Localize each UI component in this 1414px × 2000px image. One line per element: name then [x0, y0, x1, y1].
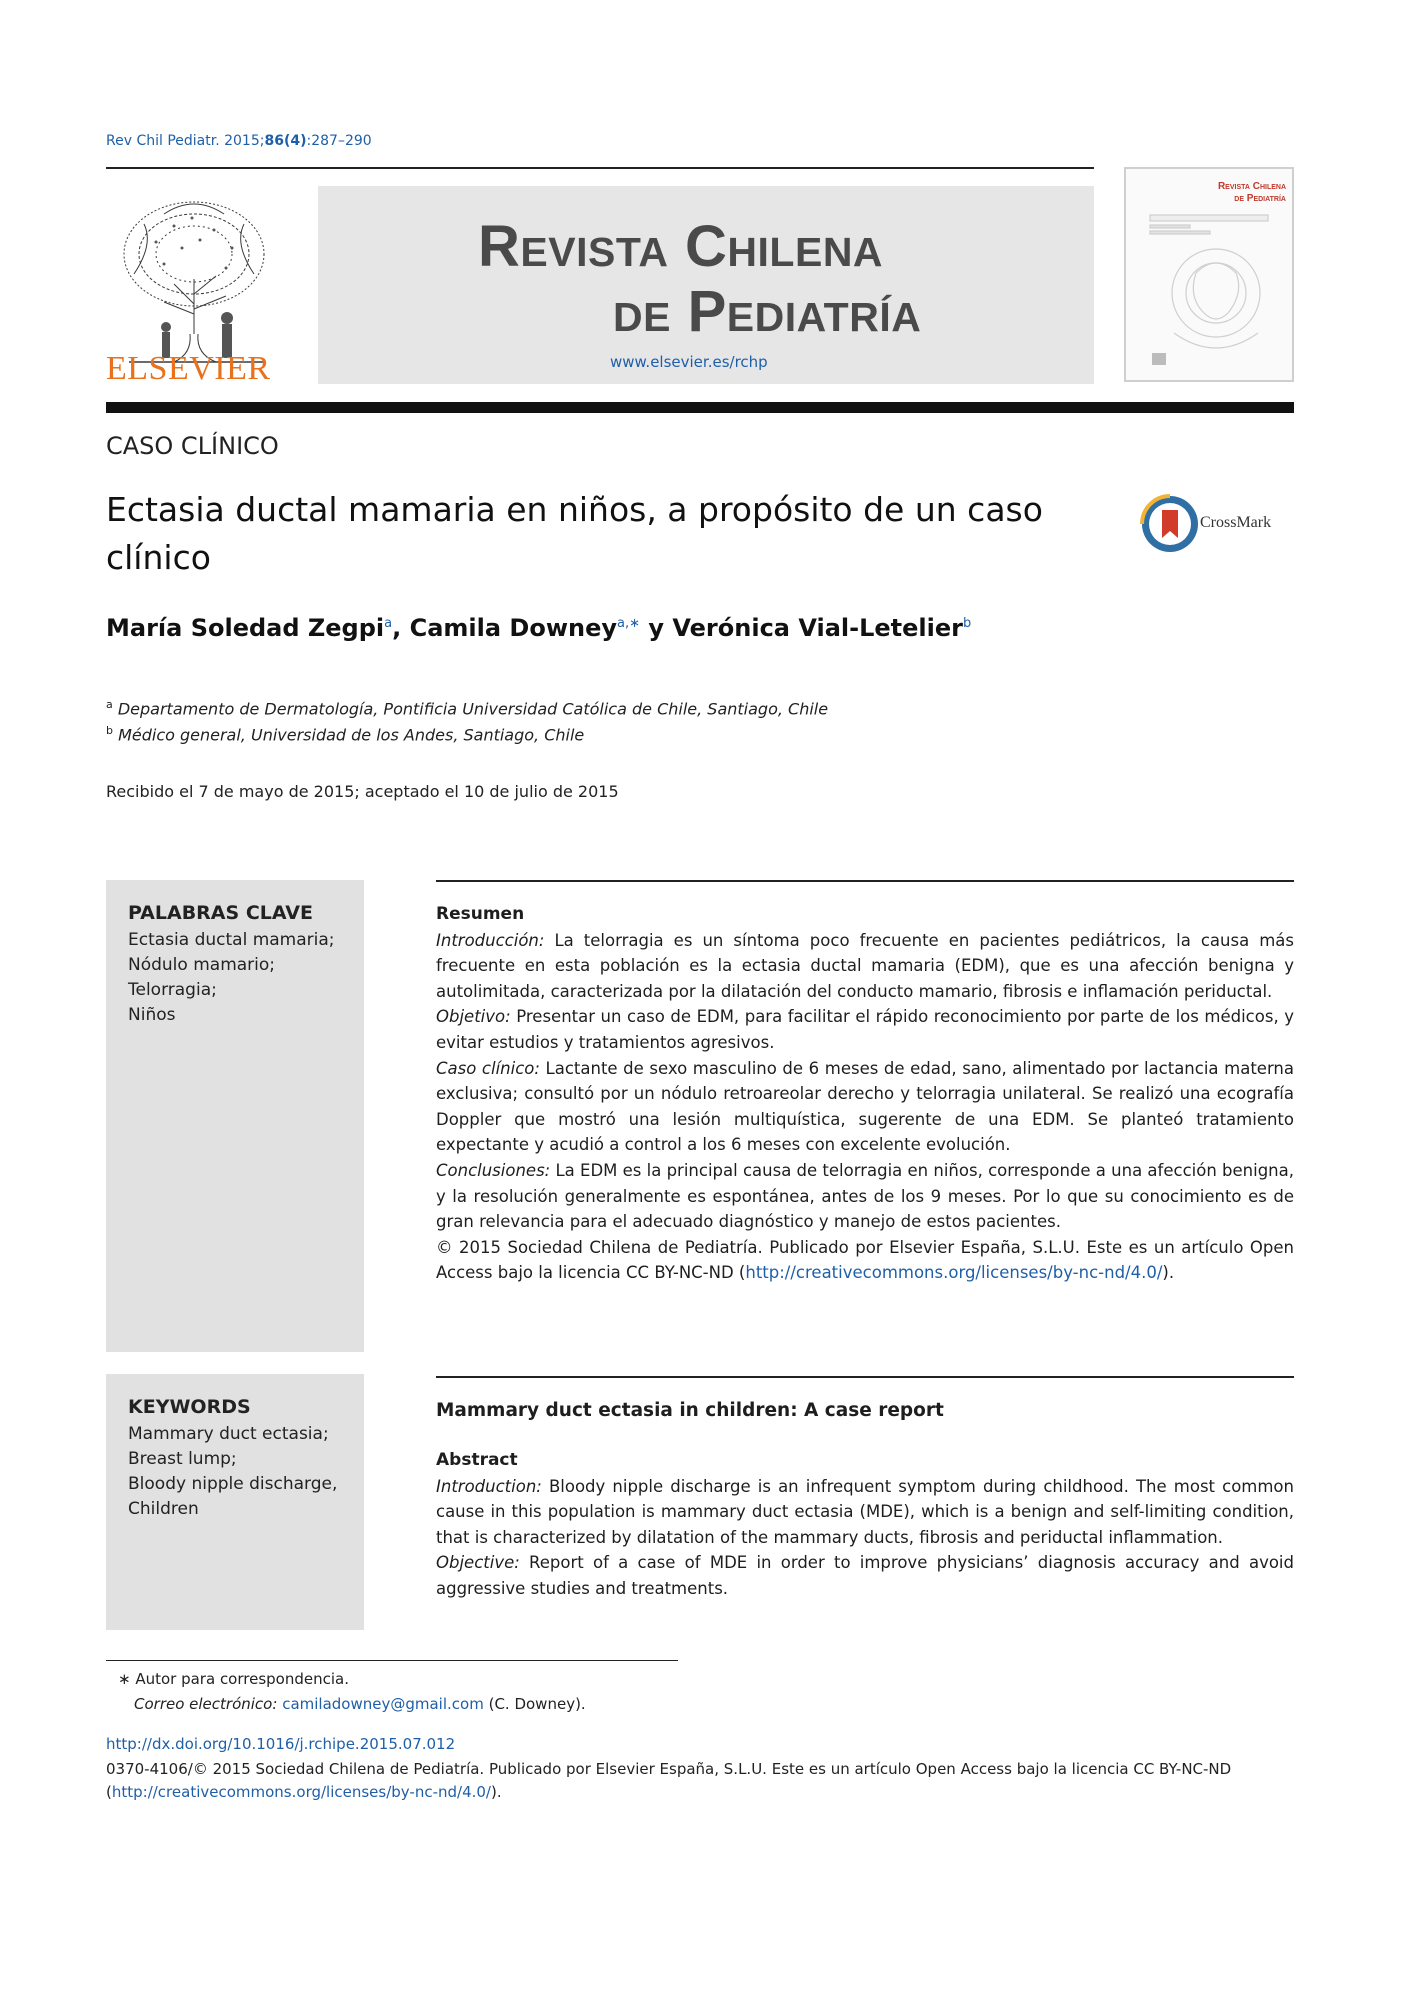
article-section-label: CASO CLÍNICO — [106, 432, 279, 460]
doi-link[interactable]: http://dx.doi.org/10.1016/j.rchipe.2015.07.012 — [106, 1735, 456, 1753]
crossmark-label[interactable]: CrossMark — [1200, 514, 1272, 531]
author-separator: , — [392, 614, 410, 642]
cover-illustration-icon — [1144, 213, 1274, 373]
resumen-section — [436, 902, 1294, 1286]
author-affil-mark[interactable]: b — [963, 616, 972, 631]
author-separator: y — [640, 614, 673, 642]
cover-title-line2: de Pediatría — [1234, 193, 1286, 204]
paragraph-label: Introducción: — [436, 930, 545, 950]
citation-pages: :287–290 — [306, 133, 372, 149]
author-name: Camila Downey — [409, 614, 618, 642]
header-top-rule — [106, 167, 1094, 169]
journal-citation[interactable] — [106, 133, 372, 149]
cover-title — [1134, 181, 1286, 205]
keywords-en-box — [106, 1374, 364, 1630]
received-dates: Recibido el 7 de mayo de 2015; aceptado el 10 de julio de 2015 — [106, 782, 619, 801]
author-list — [106, 614, 971, 642]
paragraph-text: Bloody nipple discharge is an infrequent symptom during childhood. The most common cause in this population is mammary duct ectasia (MDE), which is a benign and self-limiting condition, that is characterized by dilatation of the mammary ducts, fibrosis and periductal inflammation. — [436, 1476, 1294, 1547]
copyright-text: © 2015 Sociedad Chilena de Pediatría. Publicado por Elsevier España, S.L.U. Este es un artículo Open Access bajo la licencia CC BY-NC-ND ( — [436, 1237, 1294, 1283]
abstract-section — [436, 1448, 1294, 1602]
resumen-paragraph-intro — [436, 928, 1294, 1005]
affiliation-mark: a — [106, 698, 113, 711]
resumen-heading: Resumen — [436, 904, 525, 924]
keyword-item: Bloody nipple discharge, Children — [128, 1474, 338, 1519]
keyword-item: Breast lump; — [128, 1449, 237, 1469]
affiliation-text: Médico general, Universidad de los Andes, Santiago, Chile — [112, 725, 585, 745]
keyword-item: Ectasia ductal mamaria; — [128, 930, 335, 950]
journal-name-line1: Revista Chilena — [478, 214, 884, 279]
keyword-item: Telorragia; — [128, 980, 217, 1000]
affiliation-mark: b — [106, 724, 113, 737]
citation-journal: Rev Chil Pediatr. — [106, 133, 220, 149]
paragraph-label: Objective: — [436, 1553, 520, 1573]
license-footer — [106, 1758, 1296, 1804]
header-bottom-rule — [106, 402, 1294, 413]
journal-url-link[interactable]: www.elsevier.es/rchp — [610, 353, 768, 371]
paragraph-text: Presentar un caso de EDM, para facilitar el rápido reconocimiento por parte de los médicos, y evitar estudios y tratamientos agresivos. — [436, 1007, 1294, 1052]
abstract-heading: Abstract — [436, 1450, 518, 1470]
resumen-paragraph-conclusions — [436, 1158, 1294, 1235]
paragraph-text: La telorragia es un síntoma poco frecuente en pacientes pediátricos, la causa más frecuente en esta población es la ectasia ductal mamaria (EDM), que es una afección benigna y autolimitada, caracterizada por la dilatación del conducto mamario, fibrosis e inflamación periductal. — [436, 930, 1294, 1001]
author-name: María Soledad Zegpi — [106, 614, 385, 642]
english-title: Mammary duct ectasia in children: A case report — [436, 1400, 944, 1421]
journal-name-line2: de Pediatría — [613, 279, 922, 344]
paragraph-label: Objetivo: — [436, 1007, 511, 1027]
affiliation-b — [106, 724, 584, 744]
keywords-en-heading: KEYWORDS — [128, 1396, 251, 1418]
abstract-paragraph-intro — [436, 1474, 1294, 1551]
elsevier-wordmark: ELSEVIER — [106, 350, 271, 387]
resumen-copyright — [436, 1235, 1294, 1286]
citation-year: 2015; — [224, 133, 265, 149]
keyword-item: Nódulo mamario; — [128, 955, 276, 975]
license-text: 0370-4106/© 2015 Sociedad Chilena de Pediatría. Publicado por Elsevier España, S.L.U. Este es un artículo Open Access bajo la licencia CC BY-NC-ND ( — [106, 1760, 1232, 1801]
journal-cover-thumbnail[interactable] — [1124, 167, 1294, 382]
affiliation-text: Departamento de Dermatología, Pontificia Universidad Católica de Chile, Santiago, Chile — [112, 699, 829, 719]
email-label: Correo electrónico: — [134, 1695, 278, 1713]
affiliation-a — [106, 698, 828, 718]
paragraph-label: Conclusiones: — [436, 1160, 551, 1180]
citation-volume: 86(4) — [264, 133, 307, 149]
license-link[interactable]: http://creativecommons.org/licenses/by-nc-nd/4.0/ — [745, 1263, 1163, 1283]
email-note — [134, 1695, 586, 1713]
article-title-text: Ectasia ductal mamaria en niños, a propósito de un caso clínico — [106, 490, 1043, 577]
keywords-es-heading: PALABRAS CLAVE — [128, 902, 313, 924]
license-end: ). — [490, 1783, 502, 1801]
author-name: Verónica Vial-Letelier — [672, 614, 963, 642]
footnote-rule — [106, 1660, 678, 1661]
paragraph-text: La EDM es la principal causa de telorragia en niños, corresponde a una afección benigna, y la resolución generalmente es espontánea, antes de los 9 meses. Por lo que su conocimiento es de gran relevancia para el adecuado diagnóstico y manejo de estos pacientes. — [436, 1160, 1294, 1232]
keywords-es-box — [106, 880, 364, 1352]
abstract-paragraph-objective — [436, 1550, 1294, 1601]
article-title — [106, 486, 1066, 582]
resumen-paragraph-objective — [436, 1004, 1294, 1055]
cover-title-line1: Revista Chilena — [1217, 181, 1286, 192]
paragraph-label: Caso clínico: — [436, 1058, 540, 1078]
author-affil-mark[interactable]: a — [384, 616, 393, 631]
email-suffix: (C. Downey). — [483, 1695, 586, 1713]
paragraph-text: Lactante de sexo masculino de 6 meses de edad, sano, alimentado por lactancia materna exclusiva; consultó por un nódulo retroareolar derecho y telorragia unilateral. Se realizó una ecografía Doppler que mostró una lesión multiquística, sugerente de una EDM. Se planteó tratamiento expectante y acudió a control a los 6 meses con excelente evolución. — [436, 1058, 1295, 1155]
copyright-end: ). — [1162, 1263, 1175, 1283]
author-affil-mark[interactable]: a,∗ — [617, 616, 641, 631]
corresponding-author-note: ∗ Autor para correspondencia. — [118, 1670, 349, 1688]
abstract-top-rule — [436, 1376, 1294, 1378]
paragraph-label: Introduction: — [436, 1476, 542, 1496]
keyword-item: Niños — [128, 1005, 176, 1025]
email-link[interactable]: camiladowney@gmail.com — [282, 1695, 484, 1713]
keyword-item: Mammary duct ectasia; — [128, 1424, 329, 1444]
resumen-paragraph-case — [436, 1056, 1294, 1158]
resumen-top-rule — [436, 880, 1294, 882]
paragraph-text: Report of a case of MDE in order to improve physicians’ diagnosis accuracy and avoid aggressive studies and treatments. — [436, 1553, 1294, 1598]
license-link[interactable]: http://creativecommons.org/licenses/by-nc-nd/4.0/ — [111, 1783, 491, 1801]
